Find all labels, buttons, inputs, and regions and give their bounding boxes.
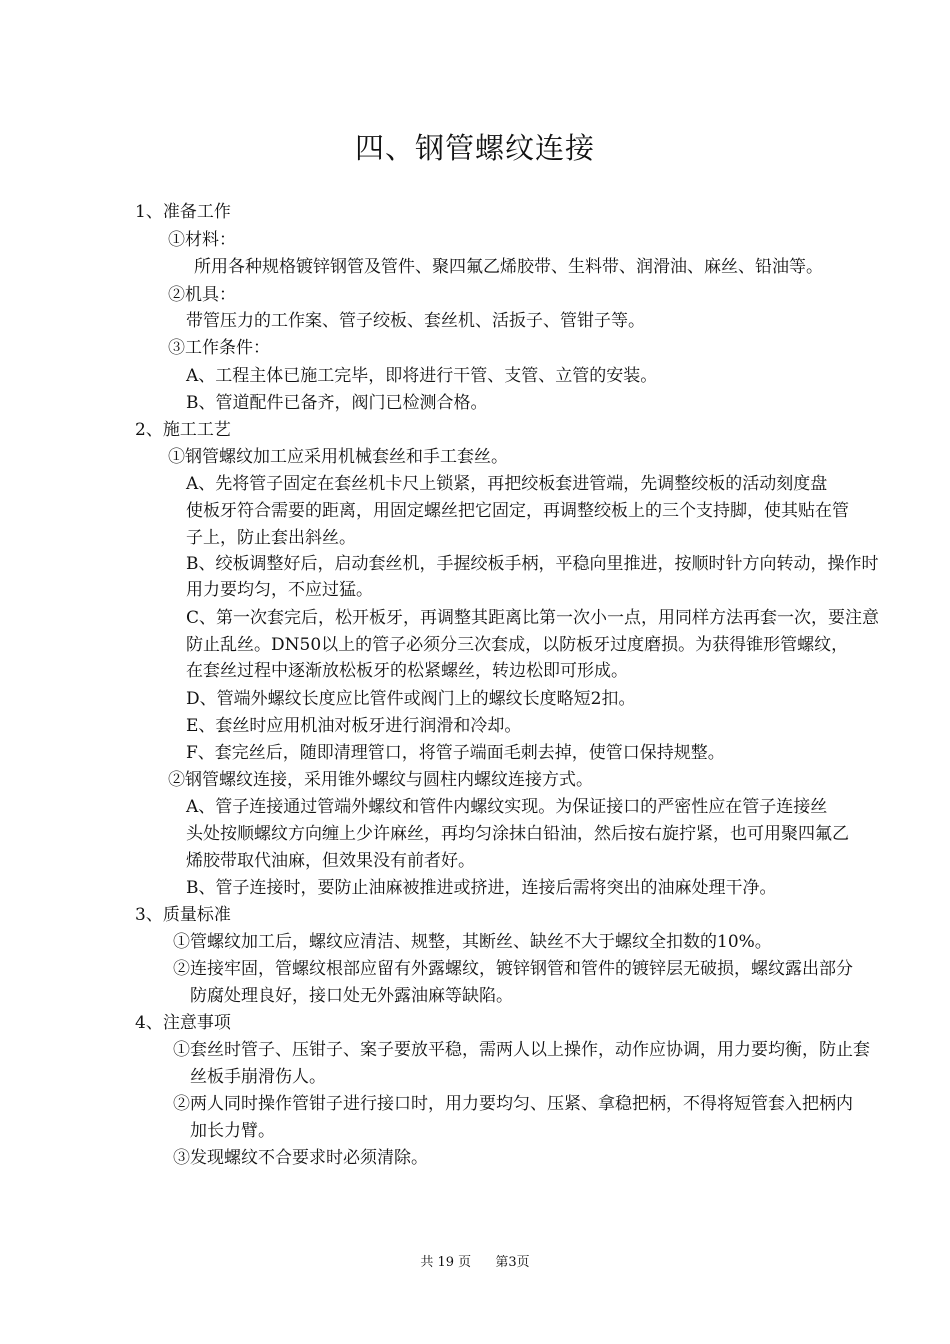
text-line: C、第一次套完后，松开板牙，再调整其距离比第一次小一点，用同样方法再套一次，要注意 (186, 608, 880, 628)
text-line: ①钢管螺纹加工应采用机械套丝和手工套丝。 (168, 447, 508, 467)
text-line: 1、准备工作 (135, 202, 231, 222)
text-line: ①套丝时管子、压钳子、案子要放平稳，需两人以上操作，动作应协调，用力要均衡，防止套 (173, 1040, 870, 1060)
text-line: 在套丝过程中逐渐放松板牙的松紧螺丝，转边松即可形成。 (186, 661, 628, 681)
text-line: D、管端外螺纹长度应比管件或阀门上的螺纹长度略短2扣。 (186, 689, 636, 709)
text-line: B、管道配件已备齐，阀门已检测合格。 (186, 393, 488, 413)
text-line: ②连接牢固，管螺纹根部应留有外露螺纹，镀锌钢管和管件的镀锌层无破损，螺纹露出部分 (173, 959, 853, 979)
text-line: B、管子连接时，要防止油麻被推进或挤进，连接后需将突出的油麻处理干净。 (186, 878, 777, 898)
text-line: ③工作条件： (168, 338, 270, 358)
text-line: 2、施工工艺 (135, 420, 231, 440)
text-line: 4、注意事项 (135, 1013, 231, 1033)
text-line: 丝板手崩滑伤人。 (190, 1067, 326, 1087)
text-line: 使板牙符合需要的距离，用固定螺丝把它固定，再调整绞板上的三个支持脚，使其贴在管 (186, 501, 849, 521)
text-line: A、管子连接通过管端外螺纹和管件内螺纹实现。为保证接口的严密性应在管子连接丝 (186, 797, 828, 817)
text-line: 头处按顺螺纹方向缠上少许麻丝，再均匀涂抹白铅油，然后按右旋拧紧，也可用聚四氟乙 (186, 824, 849, 844)
text-line: ①材料： (168, 230, 236, 250)
text-line: 所用各种规格镀锌钢管及管件、聚四氟乙烯胶带、生料带、润滑油、麻丝、铅油等。 (194, 257, 823, 277)
text-line: ②钢管螺纹连接，采用锥外螺纹与圆柱内螺纹连接方式。 (168, 770, 593, 790)
text-line: 加长力臂。 (190, 1121, 275, 1141)
page-footer (0, 1251, 950, 1270)
text-line: ③发现螺纹不合要求时必须清除。 (173, 1148, 428, 1168)
text-line: 防止乱丝。DN50以上的管子必须分三次套成，以防板牙过度磨损。为获得锥形管螺纹， (186, 635, 849, 655)
footer-total-pages: 共 19 页 (420, 1255, 472, 1270)
text-line: 防腐处理良好，接口处无外露油麻等缺陷。 (190, 986, 513, 1006)
text-line: A、工程主体已施工完毕，即将进行干管、支管、立管的安装。 (186, 366, 658, 386)
text-line: 3、质量标准 (135, 905, 231, 925)
page-title: 四、钢管螺纹连接 (354, 131, 595, 165)
text-line: 子上，防止套出斜丝。 (186, 528, 356, 548)
text-line: 带管压力的工作案、管子绞板、套丝机、活扳子、管钳子等。 (186, 311, 645, 331)
text-line: E、套丝时应用机油对板牙进行润滑和冷却。 (186, 716, 522, 736)
text-line: 烯胶带取代油麻，但效果没有前者好。 (186, 851, 475, 871)
text-line: ①管螺纹加工后，螺纹应清洁、规整，其断丝、缺丝不大于螺纹全扣数的10%。 (173, 932, 772, 952)
text-line: 用力要均匀，不应过猛。 (186, 580, 373, 600)
footer-current-page: 第3页 (495, 1255, 530, 1270)
text-line: ②机具： (168, 285, 236, 305)
text-line: B、绞板调整好后，启动套丝机，手握绞板手柄，平稳向里推进，按顺时针方向转动，操作时 (186, 554, 879, 574)
text-line: A、先将管子固定在套丝机卡尺上锁紧，再把绞板套进管端，先调整绞板的活动刻度盘 (186, 474, 828, 494)
text-line: ②两人同时操作管钳子进行接口时，用力要均匀、压紧、拿稳把柄，不得将短管套入把柄内 (173, 1094, 853, 1114)
text-line: F、套完丝后，随即清理管口，将管子端面毛刺去掉，使管口保持规整。 (186, 743, 725, 763)
